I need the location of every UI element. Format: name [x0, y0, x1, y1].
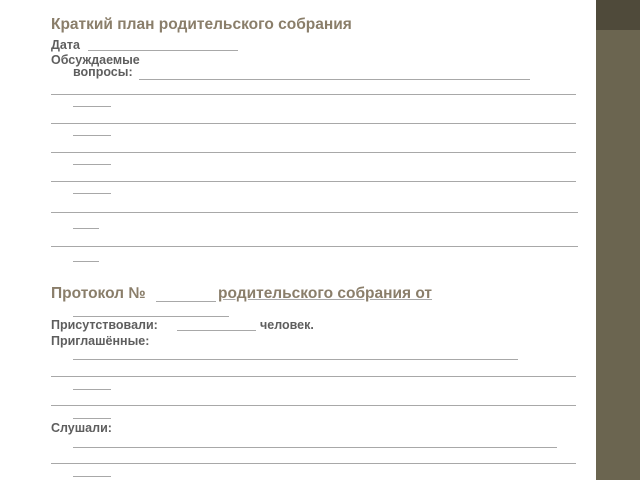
protocol-number-line[interactable] — [156, 301, 216, 302]
heard-line-2-tail — [73, 476, 111, 477]
invited-line-3[interactable] — [51, 405, 576, 406]
issue-line-1[interactable] — [51, 94, 576, 95]
issues-label-1: Обсуждаемые — [51, 53, 140, 67]
issues-label-2: вопросы: — [73, 65, 133, 79]
invited-line-2[interactable] — [51, 376, 576, 377]
issue-line-6-tail — [73, 261, 99, 262]
issue-line-1-tail — [73, 106, 111, 107]
issues-field-line[interactable] — [139, 79, 530, 80]
present-count-line[interactable] — [177, 330, 256, 331]
issue-line-4[interactable] — [51, 181, 576, 182]
protocol-title-part1: Протокол № — [51, 285, 146, 302]
issue-line-2-tail — [73, 135, 111, 136]
side-bar — [596, 0, 640, 480]
plan-title: Краткий план родительского собрания — [51, 16, 352, 33]
invited-line-1[interactable] — [73, 359, 518, 360]
issue-line-3[interactable] — [51, 152, 576, 153]
date-field-line[interactable] — [88, 50, 238, 51]
invited-line-3-tail — [73, 418, 111, 419]
issue-line-3-tail — [73, 164, 111, 165]
side-bar-cap — [596, 0, 640, 30]
date-label: Дата — [51, 38, 80, 52]
issue-line-5[interactable] — [51, 212, 578, 213]
invited-line-2-tail — [73, 389, 111, 390]
invited-label: Приглашённые: — [51, 334, 150, 348]
present-label: Присутствовали: — [51, 318, 158, 332]
issue-line-6[interactable] — [51, 246, 578, 247]
heard-line-2[interactable] — [51, 463, 576, 464]
heard-line-1[interactable] — [73, 447, 557, 448]
heard-label: Слушали: — [51, 421, 112, 435]
issue-line-5-tail — [73, 228, 99, 229]
protocol-date-line[interactable] — [73, 316, 229, 317]
issue-line-4-tail — [73, 193, 111, 194]
protocol-title-part2: родительского собрания от — [218, 285, 433, 302]
present-unit: человек. — [260, 318, 314, 332]
issue-line-2[interactable] — [51, 123, 576, 124]
